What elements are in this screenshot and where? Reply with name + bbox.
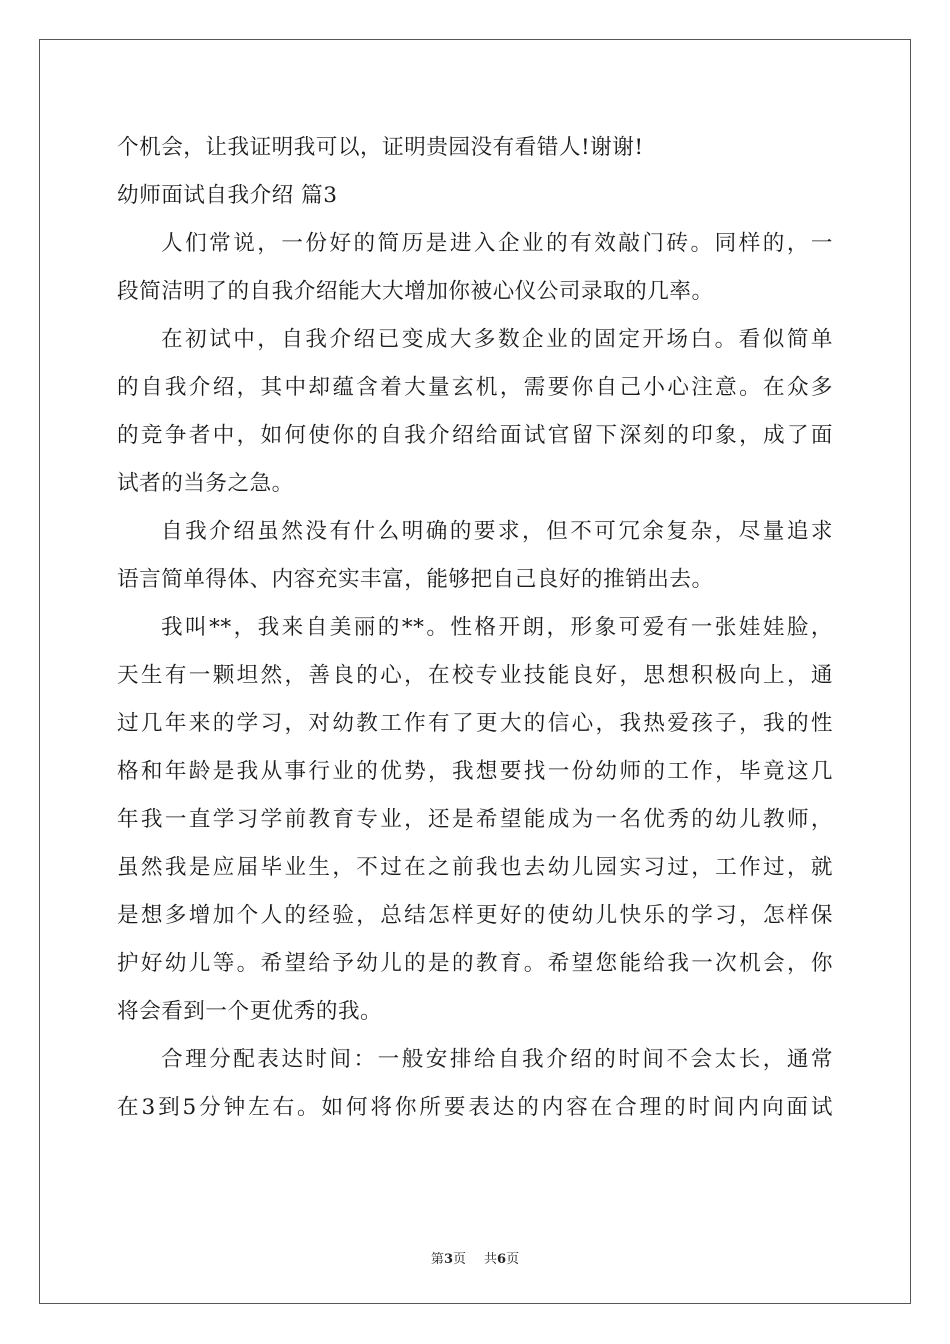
section-heading: 幼师面试自我介绍 篇3	[117, 183, 338, 208]
text-line: 人们常说，一份好的简历是进入企业的有效敲门砖。同样的，一	[161, 231, 833, 256]
text-line: 护好幼儿等。希望给予幼儿的是的教育。希望您能给我一次机会，你	[117, 951, 833, 976]
text-line: 我叫**，我来自美丽的**。性格开朗，形象可爱有一张娃娃脸，	[161, 615, 833, 640]
text-line: 试者的当务之急。	[117, 471, 294, 496]
text-line: 段简洁明了的自我介绍能大大增加你被心仪公司录取的几率。	[117, 279, 714, 304]
text-line: 在3到5分钟左右。如何将你所要表达的内容在合理的时间内向面试	[117, 1095, 833, 1120]
text-line: 是想多增加个人的经验，总结怎样更好的使幼儿快乐的学习，怎样保	[117, 903, 833, 928]
page-number: 3	[443, 1252, 453, 1267]
text-line: 语言简单得体、内容充实丰富，能够把自己良好的推销出去。	[117, 567, 714, 592]
page-prefix: 第	[430, 1252, 444, 1267]
text-line: 将会看到一个更优秀的我。	[117, 999, 383, 1024]
text-line: 天生有一颗坦然，善良的心，在校专业技能良好，思想积极向上，通	[117, 663, 833, 688]
text-line: 合理分配表达时间：一般安排给自我介绍的时间不会太长，通常	[161, 1047, 833, 1072]
text-line: 的自我介绍，其中却蕴含着大量玄机，需要你自己小心注意。在众多	[117, 375, 833, 400]
text-line: 格和年龄是我从事行业的优势，我想要找一份幼师的工作，毕竟这几	[117, 759, 833, 784]
text-line: 的竞争者中，如何使你的自我介绍给面试官留下深刻的印象，成了面	[117, 423, 833, 448]
text-line: 年我一直学习学前教育专业，还是希望能成为一名优秀的幼儿教师，	[117, 807, 833, 832]
text-line: 过几年来的学习，对幼教工作有了更大的信心，我热爱孩子，我的性	[117, 711, 833, 736]
text-line: 个机会，让我证明我可以，证明贵园没有看错人!谢谢!	[117, 135, 644, 160]
page-suffix: 页	[452, 1252, 466, 1267]
total-suffix: 页	[506, 1252, 520, 1267]
text-line: 自我介绍虽然没有什么明确的要求，但不可冗余复杂，尽量追求	[161, 519, 833, 544]
text-line: 在初试中，自我介绍已变成大多数企业的固定开场白。看似简单	[161, 327, 833, 352]
document-body	[117, 124, 833, 1132]
total-prefix: 共	[484, 1252, 498, 1267]
text-line: 虽然我是应届毕业生，不过在之前我也去幼儿园实习过，工作过，就	[117, 855, 833, 880]
total-pages: 6	[497, 1252, 507, 1267]
page-footer	[0, 1248, 950, 1267]
